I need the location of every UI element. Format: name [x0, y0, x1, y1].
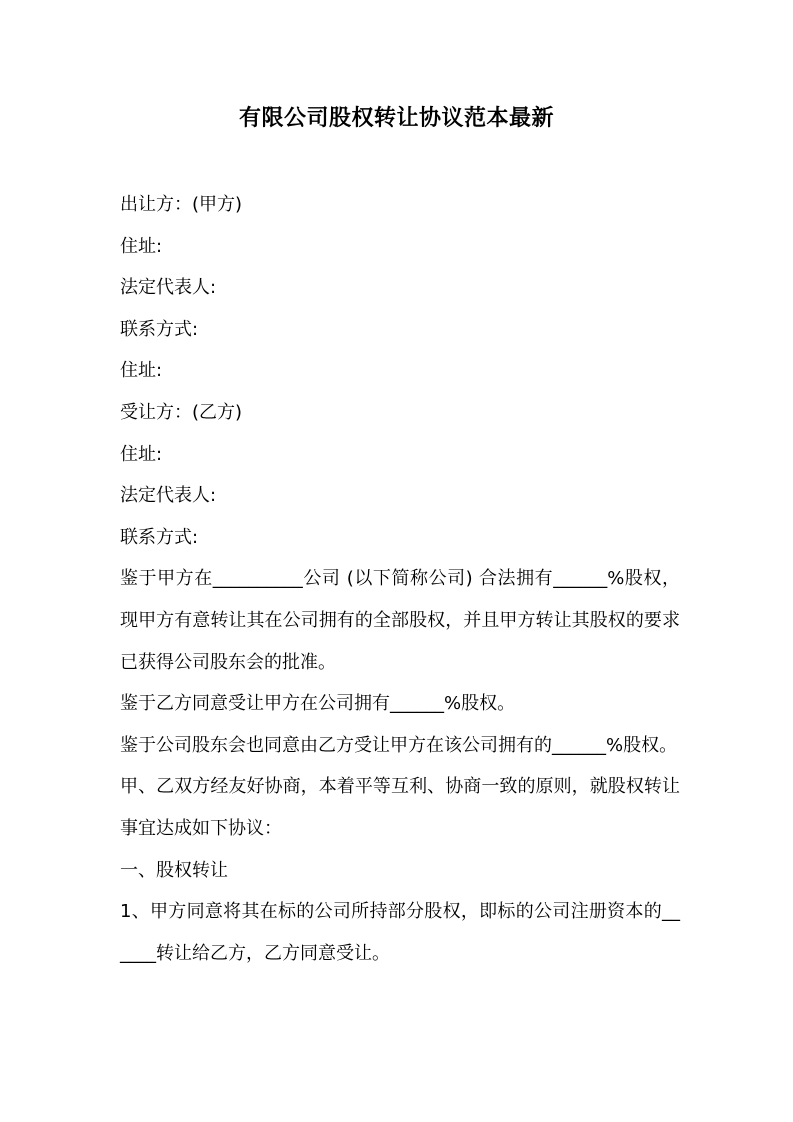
- document-title: 有限公司股权转让协议范本最新: [238, 106, 554, 131]
- party-a-address: 住址:: [120, 235, 163, 257]
- document-body: [120, 184, 680, 974]
- party-b-legal-representative: 法定代表人:: [120, 485, 217, 507]
- party-a-heading: 出让方：(甲方): [120, 194, 243, 215]
- party-b-address: 住址:: [120, 443, 163, 465]
- section-heading-share-transfer: 一、股权转让: [120, 859, 228, 881]
- party-a-address-2: 住址:: [120, 360, 163, 382]
- party-b-heading: 受让方：(乙方): [120, 401, 243, 423]
- party-b-contact: 联系方式:: [120, 526, 199, 548]
- clause-1: 1、甲方同意将其在标的公司所持部分股权，即标的公司注册资本的______转让给乙方，乙方同意受让。: [120, 901, 680, 964]
- party-a-legal-representative: 法定代表人:: [120, 277, 217, 299]
- agreement-preamble: 甲、乙双方经友好协商，本着平等互利、协商一致的原则，就股权转让事宜达成如下协议：: [120, 776, 680, 839]
- recital-party-a-shares: 鉴于甲方在__________公司 (以下简称公司) 合法拥有______%股权，现甲方有意转让其在公司拥有的全部股权，并且甲方转让其股权的要求已获得公司股东会的批准。: [120, 568, 680, 673]
- party-a-contact: 联系方式:: [120, 318, 199, 340]
- recital-shareholders-consent: 鉴于公司股东会也同意由乙方受让甲方在该公司拥有的______%股权。: [120, 734, 678, 756]
- recital-party-b-consent: 鉴于乙方同意受让甲方在公司拥有______%股权。: [120, 693, 516, 715]
